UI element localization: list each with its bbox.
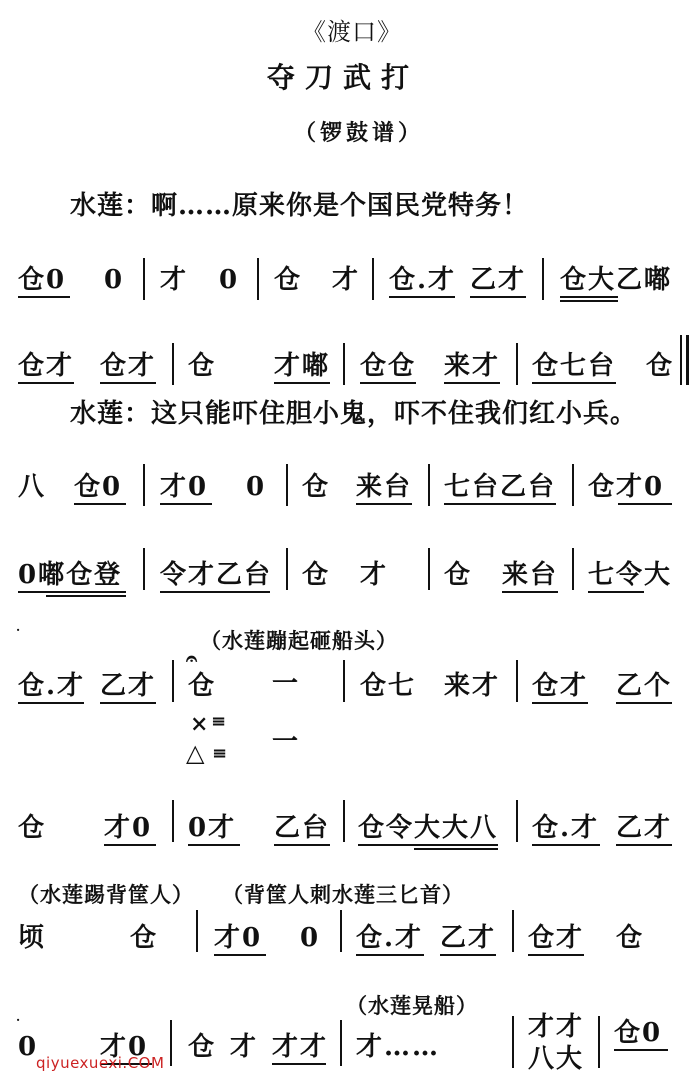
note: 仓七 [360,671,417,701]
bar-line [343,660,345,702]
underline [502,591,558,593]
bar-line [286,548,288,590]
note: 仓才 [18,351,75,381]
note: 0 [219,265,240,295]
note: 仓才 [528,923,585,953]
dot-mark: · [16,1013,21,1027]
note: 才 [160,265,189,295]
note: 才 [332,265,361,295]
note: 仓 [18,813,47,843]
note: 顷 [18,923,47,953]
bar-line [572,464,574,506]
bar-line [598,1016,600,1068]
underline [588,591,644,593]
underline [444,382,500,384]
underline [160,591,270,593]
notation-type: （锣鼓谱） [294,120,425,146]
bar-line [340,910,342,952]
tremolo-icon: ≡ [212,743,228,764]
annotation-4: （水莲晃船） [346,993,478,1018]
bar-line [428,464,430,506]
bar-line [143,548,145,590]
underline [528,954,584,956]
underline [18,591,126,593]
underline [18,296,70,298]
note: 才0 [104,813,153,843]
note: 乙才 [100,671,157,701]
note: 来台 [356,472,413,502]
tremolo-icon: ≡ [211,711,227,732]
note: 一 [272,727,301,757]
note: 仓大乙嘟 [560,265,673,295]
underline [360,382,416,384]
underline [414,848,498,850]
note: 仓 [302,560,331,590]
bar-line [343,343,345,385]
underline [389,296,455,298]
note: 仓0 [18,265,67,295]
bar-line [172,800,174,842]
piece-title: 夺刀武打 [267,61,420,94]
note: 乙台 [274,813,331,843]
note: 八 [18,472,47,502]
note: 令才乙台 [160,560,273,590]
bar-line [257,258,259,300]
note: 0嘟仓登 [18,560,123,590]
underline [274,382,330,384]
note: 0 [246,472,267,502]
underline [100,382,156,384]
note: 七令大 [588,560,673,590]
triangle-symbol: △ [186,738,207,767]
note: 仓 [616,923,645,953]
lyric-line-1: 水莲：啊……原来你是个国民党特务！ [70,191,530,221]
note: 乙个 [616,671,673,701]
note: 仓 [188,1032,217,1062]
bar-line [343,800,345,842]
bar-line [572,548,574,590]
bar-line [286,464,288,506]
bar-line [680,335,682,385]
underline [356,503,412,505]
underline [532,382,616,384]
fermata-icon: 𝄐 [186,646,198,670]
note: 0 [104,265,125,295]
note-upper: 才才 [528,1012,585,1042]
note: 仓 [130,923,159,953]
underline [100,702,156,704]
dot-mark: · [16,623,21,637]
note: 仓 [302,472,331,502]
note: 仓 [444,560,473,590]
bar-line [340,1020,342,1066]
underline [160,503,212,505]
underline [214,954,266,956]
note: 来台 [502,560,559,590]
note: 仓 [188,351,217,381]
bar-line [516,660,518,702]
underline [618,503,672,505]
underline [356,954,424,956]
note: 仓才0 [588,472,665,502]
annotation-1: （水莲蹦起砸船头） [200,628,398,653]
underline [104,844,156,846]
note: 才…… [356,1032,441,1062]
underline [46,595,126,597]
watermark: qiyuexuexi.COM [36,1054,165,1072]
bar-line [196,910,198,952]
note: 才 [360,560,389,590]
bar-line [512,910,514,952]
bar-line [516,343,518,385]
note: 才 [230,1032,259,1062]
underline [18,702,84,704]
source-title: 《渡口》 [302,18,402,46]
note: 一 [272,669,301,699]
note: 乙才 [440,923,497,953]
bar-line [172,343,174,385]
note: 才0 [214,923,263,953]
underline [616,844,672,846]
underline [616,702,672,704]
annotation-3: （背筐人刺水莲三匕首） [222,882,464,907]
underline [614,1049,668,1051]
underline [560,300,618,302]
bar-line [143,258,145,300]
note: 0才 [188,813,237,843]
note: 仓仓 [360,351,417,381]
underline [532,702,588,704]
note: 仓七台 [532,351,617,381]
annotation-2: （水莲踢背筐人） [18,882,194,907]
note: 才嘟 [274,351,331,381]
note: 乙才 [616,813,673,843]
bar-line [172,660,174,702]
note: 来才 [444,671,501,701]
bar-line [143,464,145,506]
underline [532,844,600,846]
bar-line [512,1016,514,1068]
note: 仓.才 [356,923,424,953]
underline [358,844,498,846]
note: 仓令大大八 [358,813,499,843]
double-bar-line [686,335,689,385]
underline [272,1063,326,1065]
note: 乙才 [470,265,527,295]
cross-symbol: × [190,711,211,737]
bar-line [428,548,430,590]
note: 仓才 [100,351,157,381]
bar-line [372,258,374,300]
note: 仓.才 [18,671,86,701]
note: 0 [18,1032,39,1062]
underline [470,296,526,298]
note: 仓才 [532,671,589,701]
underline [560,296,618,298]
note: 仓 [646,351,675,381]
note: 0 [300,923,321,953]
note-lower: 八大 [528,1044,585,1074]
note: 才0 [100,1032,149,1062]
underline [440,954,496,956]
underline [444,503,556,505]
note: 来才 [444,351,501,381]
note: 仓.才 [389,265,457,295]
lyric-line-2: 水莲：这只能吓住胆小鬼，吓不住我们红小兵。 [70,399,638,429]
bar-line [516,800,518,842]
bar-line [542,258,544,300]
underline [188,844,240,846]
note: 仓 [274,265,303,295]
note: 仓 [188,671,217,701]
underline [18,382,74,384]
underline [74,503,126,505]
note: 七台乙台 [444,472,557,502]
bar-line [170,1020,172,1066]
underline [274,844,330,846]
note: 仓0 [74,472,123,502]
note: 仓.才 [532,813,600,843]
note: 才才 [272,1032,329,1062]
note: 仓0 [614,1018,663,1048]
note: 才0 [160,472,209,502]
